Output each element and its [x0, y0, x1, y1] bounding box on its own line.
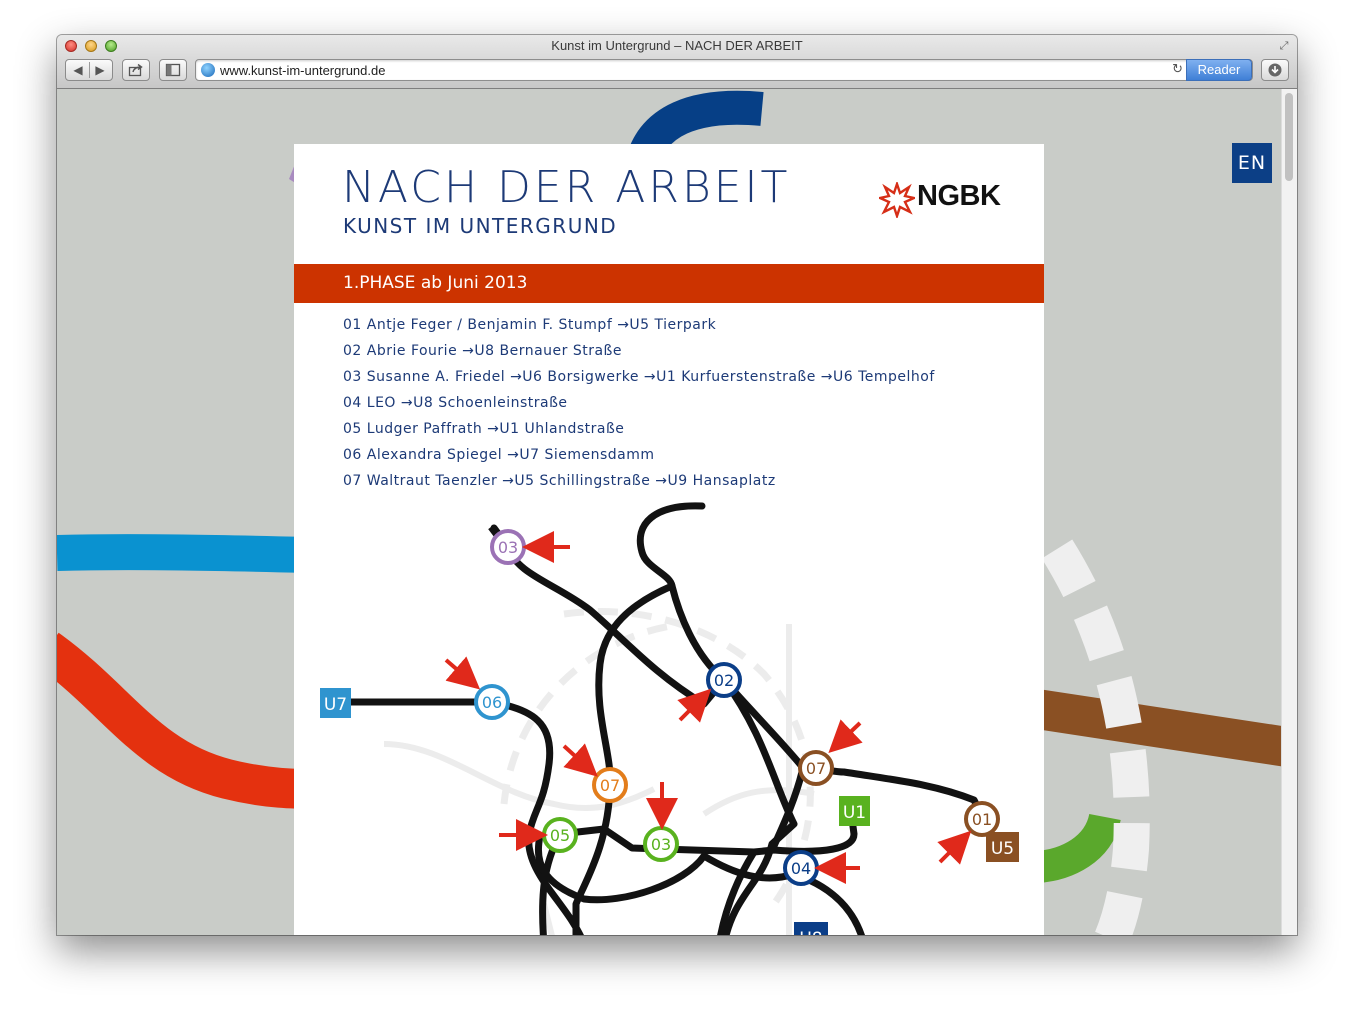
u5-label[interactable]	[986, 832, 1019, 862]
station-07-brown[interactable]	[800, 752, 832, 784]
title-bar	[57, 35, 1297, 89]
u1-label-text: U1	[842, 803, 867, 823]
back-button[interactable]: ◀	[73, 63, 83, 77]
nav-divider	[89, 62, 90, 78]
page-viewport	[57, 89, 1297, 944]
station-label: 04	[790, 859, 812, 878]
list-item[interactable]: 07 Waltraut Taenzler →U5 Schillingstraße →U9 Hansaplatz	[343, 473, 776, 489]
u1-label[interactable]	[839, 796, 870, 826]
reader-button[interactable]: Reader	[1186, 59, 1252, 81]
reload-icon[interactable]: ↻	[1172, 62, 1183, 77]
station-label: 05	[549, 826, 571, 845]
content-panel	[294, 144, 1044, 944]
bg-red-line	[57, 649, 317, 789]
globe-icon	[201, 63, 215, 77]
site-subtitle: KUNST IM UNTERGRUND	[343, 214, 618, 238]
station-02-navy[interactable]	[708, 664, 740, 696]
share-icon	[128, 63, 144, 77]
station-label: 03	[650, 835, 672, 854]
phase-heading: 1.PHASE ab Juni 2013	[294, 264, 1044, 303]
address-bar[interactable]	[195, 59, 1253, 81]
scrollbar-thumb[interactable]	[1285, 93, 1293, 181]
arrow-icon	[680, 700, 700, 720]
station-label: 07	[805, 759, 827, 778]
fullscreen-icon[interactable]: ⤢	[1279, 39, 1289, 52]
u7-label-text: U7	[323, 695, 348, 715]
list-item[interactable]: 06 Alexandra Spiegel →U7 Siemensdamm	[343, 447, 655, 463]
vertical-scrollbar[interactable]	[1281, 89, 1297, 935]
window-title: Kunst im Untergrund – NACH DER ARBEIT	[551, 38, 803, 53]
station-label: 03	[497, 538, 519, 557]
sidebar-icon	[165, 63, 181, 77]
arrow-icon	[564, 746, 586, 766]
list-item[interactable]: 01 Antje Feger / Benjamin F. Stumpf →U5 Tierpark	[343, 317, 717, 333]
station-01-brown[interactable]	[966, 803, 998, 835]
u5-label-text: U5	[990, 839, 1015, 859]
browser-window	[57, 35, 1297, 944]
bg-brown-line	[1037, 709, 1287, 747]
language-toggle-button[interactable]: EN	[1232, 143, 1272, 183]
subway-map	[294, 144, 1044, 944]
list-item[interactable]: 04 LEO →U8 Schoenleinstraße	[343, 395, 568, 411]
download-icon	[1267, 62, 1283, 78]
sidebar-button[interactable]	[159, 59, 187, 81]
u8-label-text: U8	[799, 929, 823, 944]
station-05-green[interactable]	[544, 819, 576, 851]
station-06-blue[interactable]	[476, 686, 508, 718]
station-03-purple[interactable]	[492, 531, 524, 563]
bg-green-line	[1037, 817, 1105, 867]
share-button[interactable]	[122, 59, 150, 81]
bg-dashed-line	[1057, 549, 1132, 935]
u8-label[interactable]	[794, 922, 828, 944]
station-label: 02	[713, 671, 735, 690]
u7-label[interactable]	[320, 688, 351, 718]
arrow-icon	[446, 660, 468, 679]
arrow-icon	[840, 723, 860, 742]
station-03-green[interactable]	[645, 828, 677, 860]
list-item[interactable]: 05 Ludger Paffrath →U1 Uhlandstraße	[343, 421, 625, 437]
url-text[interactable]: www.kunst-im-untergrund.de	[220, 63, 386, 78]
arrow-icon	[940, 842, 960, 862]
station-label: 01	[971, 810, 993, 829]
list-item[interactable]: 02 Abrie Fourie →U8 Bernauer Straße	[343, 343, 622, 359]
station-04-navy[interactable]	[785, 852, 817, 884]
forward-button[interactable]: ▶	[95, 63, 105, 77]
station-label: 06	[481, 693, 503, 712]
list-item[interactable]: 03 Susanne A. Friedel →U6 Borsigwerke →U1 Kurfuerstenstraße →U6 Tempelhof	[343, 369, 935, 385]
logo-text: NGBK	[917, 180, 1001, 212]
station-07-orange[interactable]	[594, 769, 626, 801]
bg-blue-line	[57, 552, 307, 555]
site-title: NACH DER ARBEIT	[342, 162, 791, 213]
downloads-button[interactable]	[1261, 59, 1289, 81]
station-label: 07	[599, 776, 621, 795]
back-forward-buttons	[65, 59, 113, 81]
